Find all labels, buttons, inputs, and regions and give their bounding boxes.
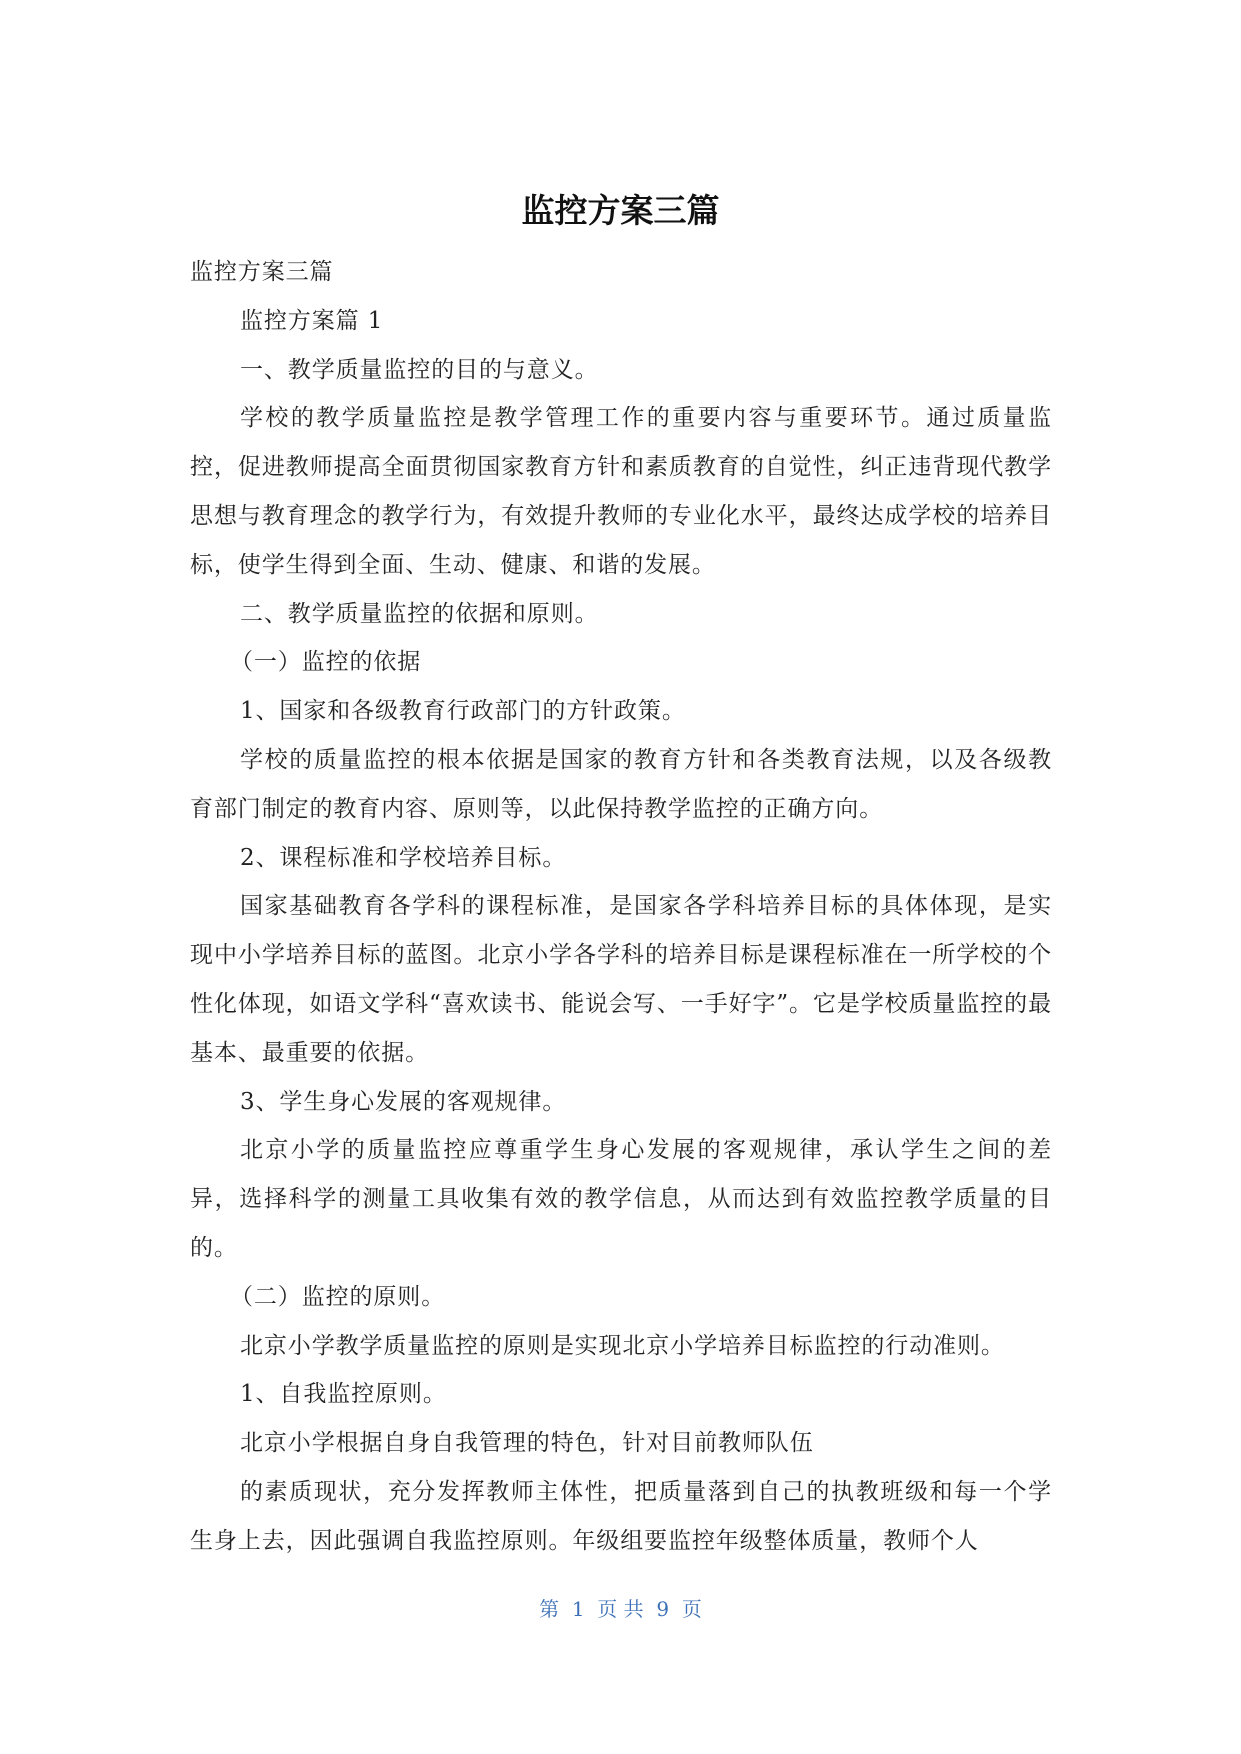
paragraph-principles-body: 北京小学教学质量监控的原则是实现北京小学培养目标监控的行动准则。 xyxy=(240,1332,1005,1359)
paragraph-heading-basis-principles: 二、教学质量监控的依据和原则。 xyxy=(240,600,599,627)
paragraph-policy-body: 学校的质量监控的根本依据是国家的教育方针和各类教育法规，以及各级教育部门制定的教育内容、原则等，以此保持教学监控的正确方向。 xyxy=(190,746,1052,822)
paragraph-item-self-monitoring: 1、自我监控原则。 xyxy=(240,1381,447,1408)
paragraph-self-monitoring-body: 的素质现状，充分发挥教师主体性，把质量落到自己的执教班级和每一个学生身上去，因此强调自我监控原则。年级组要监控年级整体质量，教师个人 xyxy=(190,1478,1052,1554)
paragraph-item-development: 3、学生身心发展的客观规律。 xyxy=(240,1088,567,1115)
paragraph-heading-basis: （一）监控的依据 xyxy=(230,649,422,676)
document-title: 监控方案三篇 xyxy=(521,191,720,230)
document-body xyxy=(190,248,1052,1566)
paragraph-purpose-body: 学校的教学质量监控是教学管理工作的重要内容与重要环节。通过质量监控，促进教师提高全面贯彻国家教育方针和素质教育的自觉性，纠正违背现代教学思想与教育理念的教学行为，有效提升教师的专业化水平，最终达成学校的培养目标，使学生得到全面、生动、健康、和谐的发展。 xyxy=(190,405,1052,578)
paragraph-curriculum-body: 国家基础教育各学科的课程标准，是国家各学科培养目标的具体体现，是实现中小学培养目标的蓝图。北京小学各学科的培养目标是课程标准在一所学校的个性化体现，如语文学科“喜欢读书、能说会写、一手好字”。它是学校质量监控的最基本、最重要的依据。 xyxy=(190,893,1052,1066)
paragraph-heading-principles: （二）监控的原则。 xyxy=(230,1283,446,1310)
paragraph-item-policy: 1、国家和各级教育行政部门的方针政策。 xyxy=(240,698,686,725)
page-number-footer: 第 1 页 共 9 页 xyxy=(539,1597,702,1621)
paragraph-item-curriculum: 2、课程标准和学校培养目标。 xyxy=(240,844,567,871)
paragraph-heading-purpose: 一、教学质量监控的目的与意义。 xyxy=(240,356,599,383)
paragraph-section-heading: 监控方案篇 1 xyxy=(240,307,384,334)
paragraph-development-body: 北京小学的质量监控应尊重学生身心发展的客观规律，承认学生之间的差异，选择科学的测量工具收集有效的教学信息，从而达到有效监控教学质量的目的。 xyxy=(190,1137,1052,1261)
paragraph-subtitle: 监控方案三篇 xyxy=(190,259,334,285)
paragraph-self-monitoring-line: 北京小学根据自身自我管理的特色，针对目前教师队伍 xyxy=(240,1430,814,1457)
